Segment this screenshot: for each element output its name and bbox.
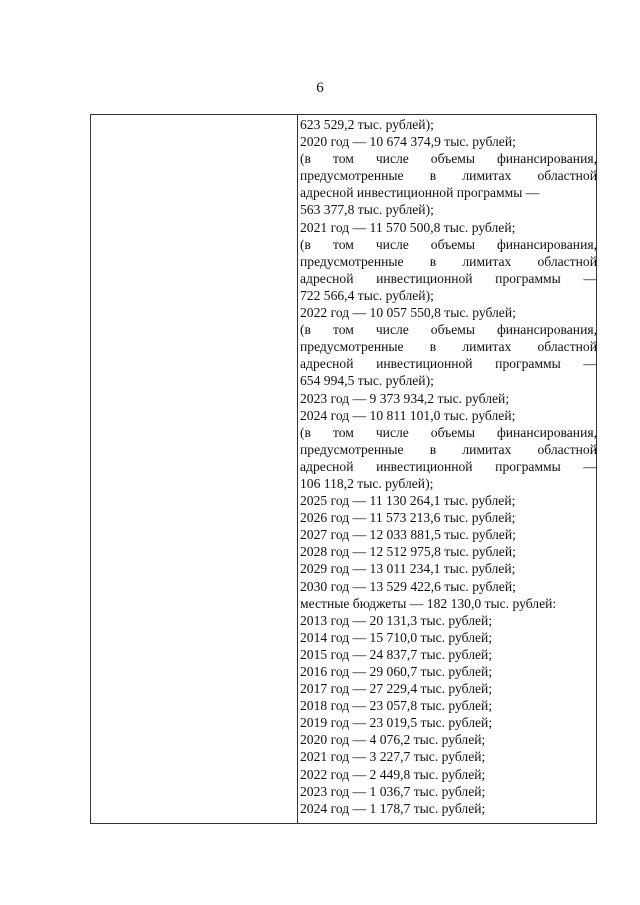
page-number: 6 <box>316 80 324 96</box>
funding-line: 2020 год — 10 674 374,9 тыс. рублей; <box>300 134 516 150</box>
funding-line: 2015 год — 24 837,7 тыс. рублей; <box>300 646 493 662</box>
funding-line: предусмотренные в лимитах областной <box>300 339 597 355</box>
funding-line: 2025 год — 11 130 264,1 тыс. рублей; <box>300 493 516 509</box>
funding-line: 2014 год — 15 710,0 тыс. рублей; <box>300 629 493 645</box>
funding-line: адресной инвестиционной программы — <box>300 270 597 286</box>
funding-line: 563 377,8 тыс. рублей); <box>300 202 434 218</box>
funding-line: предусмотренные в лимитах областной <box>300 168 597 184</box>
funding-line: 2026 год — 11 573 213,6 тыс. рублей; <box>300 510 516 526</box>
funding-line: 2023 год — 1 036,7 тыс. рублей; <box>300 783 486 799</box>
funding-line: адресной инвестиционной программы — <box>300 356 597 372</box>
funding-line: адресной инвестиционной программы — <box>300 458 597 474</box>
funding-line: 2021 год — 3 227,7 тыс. рублей; <box>300 749 486 765</box>
funding-line: 2024 год — 10 811 101,0 тыс. рублей; <box>300 407 516 423</box>
funding-line: адресной инвестиционной программы — <box>300 185 540 201</box>
column-divider <box>297 114 298 824</box>
funding-line: 2023 год — 9 373 934,2 тыс. рублей; <box>300 390 510 406</box>
funding-line: 2017 год — 27 229,4 тыс. рублей; <box>300 681 493 697</box>
funding-line: 2022 год — 2 449,8 тыс. рублей; <box>300 766 486 782</box>
funding-line: 623 529,2 тыс. рублей); <box>300 117 434 132</box>
funding-line: 2018 год — 23 057,8 тыс. рублей; <box>300 698 493 714</box>
funding-line: 2020 год — 4 076,2 тыс. рублей; <box>300 732 486 748</box>
funding-details-cell <box>300 116 597 817</box>
funding-line: 2029 год — 13 011 234,1 тыс. рублей; <box>300 561 516 577</box>
funding-line: 722 566,4 тыс. рублей); <box>300 287 434 303</box>
funding-line: 2021 год — 11 570 500,8 тыс. рублей; <box>300 219 516 235</box>
funding-line: (в том числе объемы финансирования, <box>300 322 597 338</box>
funding-line: предусмотренные в лимитах областной <box>300 253 597 269</box>
funding-line: 2024 год — 1 178,7 тыс. рублей; <box>300 800 486 816</box>
funding-line: 654 994,5 тыс. рублей); <box>300 373 434 389</box>
funding-line: местные бюджеты — 182 130,0 тыс. рублей: <box>300 595 557 611</box>
funding-line: 2022 год — 10 057 550,8 тыс. рублей; <box>300 305 516 321</box>
funding-line: (в том числе объемы финансирования, <box>300 236 597 252</box>
funding-line: (в том числе объемы финансирования, <box>300 151 597 167</box>
funding-line: 106 118,2 тыс. рублей); <box>300 475 434 491</box>
funding-line: 2027 год — 12 033 881,5 тыс. рублей; <box>300 527 516 543</box>
funding-line: 2013 год — 20 131,3 тыс. рублей; <box>300 612 493 628</box>
funding-line: 2030 год — 13 529 422,6 тыс. рублей; <box>300 578 516 594</box>
funding-line: 2016 год — 29 060,7 тыс. рублей; <box>300 664 493 679</box>
funding-line: (в том числе объемы финансирования, <box>300 424 597 440</box>
funding-line: 2019 год — 23 019,5 тыс. рублей; <box>300 715 493 731</box>
funding-line: предусмотренные в лимитах областной <box>300 441 597 457</box>
funding-line: 2028 год — 12 512 975,8 тыс. рублей; <box>300 544 516 560</box>
